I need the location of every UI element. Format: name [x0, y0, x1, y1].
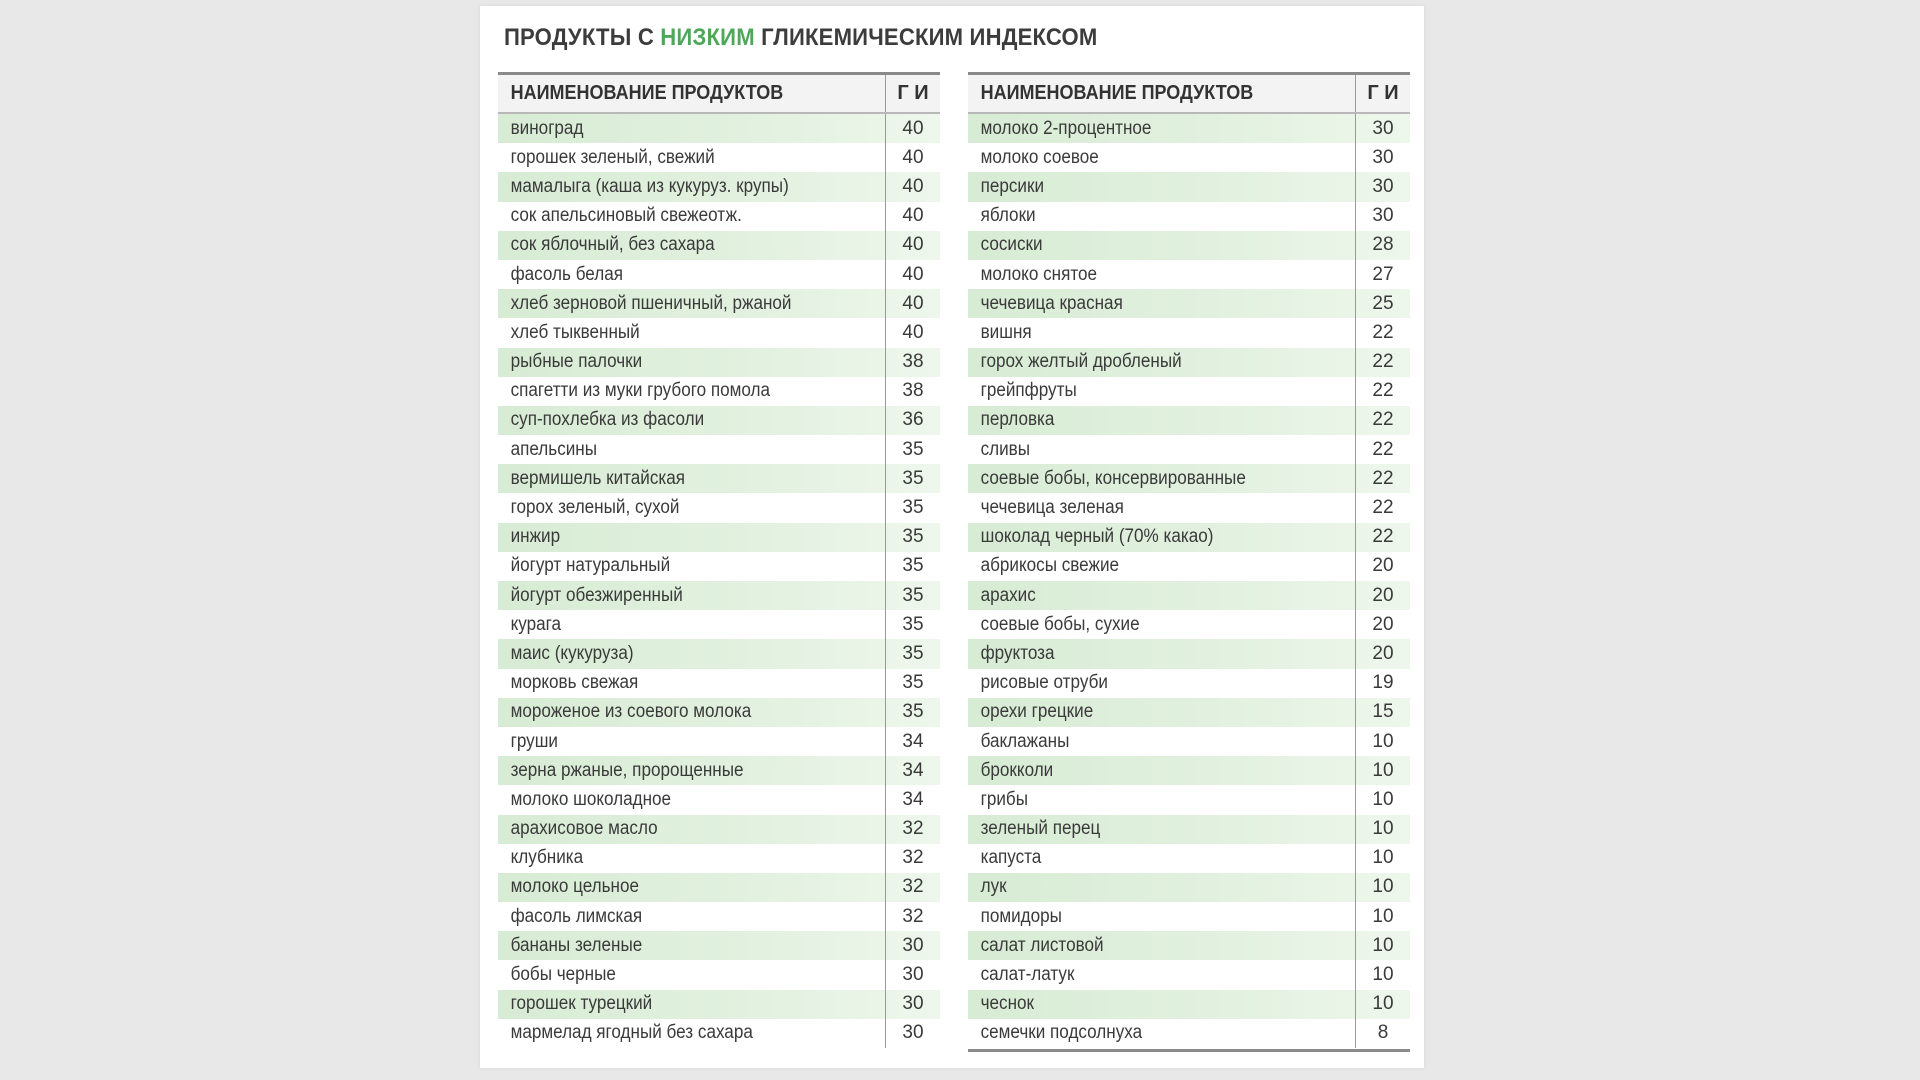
table-row — [968, 172, 1410, 201]
table-row — [498, 756, 940, 785]
gi-value: 10 — [1355, 815, 1410, 844]
table-row — [968, 669, 1410, 698]
table-row — [498, 931, 940, 960]
gi-value: 40 — [885, 202, 940, 231]
product-name: молоко цельное — [510, 876, 640, 898]
product-name: чечевица красная — [980, 292, 1123, 314]
product-name: бананы зеленые — [510, 934, 643, 956]
product-name: сосиски — [980, 234, 1043, 256]
table-row — [968, 873, 1410, 902]
table-row — [968, 493, 1410, 522]
product-name: арахис — [980, 584, 1036, 606]
gi-value: 20 — [1355, 639, 1410, 668]
table-row — [968, 610, 1410, 639]
gi-value: 22 — [1355, 493, 1410, 522]
gi-value: 28 — [1355, 231, 1410, 260]
table-row — [968, 377, 1410, 406]
table-row — [968, 289, 1410, 318]
table-row — [968, 231, 1410, 260]
gi-value: 22 — [1355, 318, 1410, 347]
gi-value: 10 — [1355, 756, 1410, 785]
gi-value: 35 — [885, 552, 940, 581]
table-row — [498, 377, 940, 406]
table-row — [498, 1019, 940, 1048]
gi-value: 27 — [1355, 260, 1410, 289]
gi-value: 35 — [885, 523, 940, 552]
title-prefix: ПРОДУКТЫ С — [504, 24, 661, 51]
product-name: чечевица зеленая — [980, 497, 1124, 519]
product-name: молоко шоколадное — [510, 788, 672, 810]
table-row — [968, 931, 1410, 960]
product-name: мармелад ягодный без сахара — [510, 1022, 753, 1044]
gi-value: 38 — [885, 348, 940, 377]
gi-value: 40 — [885, 260, 940, 289]
table-row — [498, 639, 940, 668]
table-row — [968, 756, 1410, 785]
table-row — [498, 231, 940, 260]
gi-value: 30 — [885, 931, 940, 960]
gi-value: 40 — [885, 289, 940, 318]
gi-value: 19 — [1355, 669, 1410, 698]
table-row — [498, 873, 940, 902]
table-row — [968, 698, 1410, 727]
product-name: йогурт обезжиренный — [510, 584, 683, 606]
table-row — [968, 990, 1410, 1019]
table-row — [498, 260, 940, 289]
product-name: груши — [510, 730, 558, 752]
table-row — [968, 318, 1410, 347]
gi-value: 10 — [1355, 844, 1410, 873]
table-row — [968, 523, 1410, 552]
table-row — [498, 610, 940, 639]
product-name: лук — [980, 876, 1007, 898]
table-row — [498, 318, 940, 347]
product-name: спагетти из муки грубого помола — [510, 380, 770, 402]
product-name: капуста — [980, 847, 1042, 869]
gi-value: 22 — [1355, 406, 1410, 435]
gi-value: 38 — [885, 377, 940, 406]
table-row — [968, 639, 1410, 668]
product-name: горошек зеленый, свежий — [510, 146, 715, 168]
product-name: горох зеленый, сухой — [510, 497, 680, 519]
gi-value: 30 — [1355, 202, 1410, 231]
table-row — [498, 902, 940, 931]
gi-value: 30 — [885, 990, 940, 1019]
title-accent: НИЗКИМ — [660, 24, 755, 51]
gi-value: 35 — [885, 464, 940, 493]
table-row — [498, 435, 940, 464]
product-name: грейпфруты — [980, 380, 1077, 402]
table-row — [498, 669, 940, 698]
gi-value: 35 — [885, 669, 940, 698]
product-name: горошек турецкий — [510, 993, 653, 1015]
gi-value: 34 — [885, 785, 940, 814]
product-name: морковь свежая — [510, 672, 639, 694]
product-name: фасоль лимская — [510, 905, 643, 927]
gi-value: 40 — [885, 318, 940, 347]
table-body — [968, 114, 1410, 1052]
product-name: орехи грецкие — [980, 701, 1094, 723]
gi-value: 36 — [885, 406, 940, 435]
product-name: баклажаны — [980, 730, 1070, 752]
table-row — [498, 493, 940, 522]
table-row — [968, 844, 1410, 873]
gi-value: 40 — [885, 143, 940, 172]
table-row — [968, 202, 1410, 231]
gi-value: 30 — [1355, 143, 1410, 172]
product-name: салат-латук — [980, 964, 1075, 986]
gi-value: 34 — [885, 727, 940, 756]
product-name: сок яблочный, без сахара — [510, 234, 715, 256]
table-row — [968, 260, 1410, 289]
gi-value: 35 — [885, 435, 940, 464]
gi-value: 10 — [1355, 902, 1410, 931]
product-name: зеленый перец — [980, 818, 1101, 840]
product-name: молоко снятое — [980, 263, 1098, 285]
table-row — [968, 727, 1410, 756]
gi-value: 32 — [885, 873, 940, 902]
product-name: грибы — [980, 788, 1028, 810]
table-row — [968, 902, 1410, 931]
product-name: молоко 2-процентное — [980, 117, 1152, 139]
gi-value: 35 — [885, 581, 940, 610]
product-name: вермишель китайская — [510, 467, 686, 489]
product-name: салат листовой — [980, 934, 1104, 956]
table-row — [498, 406, 940, 435]
product-name: молоко соевое — [980, 146, 1099, 168]
table-row — [498, 289, 940, 318]
table-row — [498, 348, 940, 377]
table-row — [968, 581, 1410, 610]
title-suffix: ГЛИКЕМИЧЕСКИМ ИНДЕКСОМ — [754, 24, 1098, 51]
product-name: арахисовое масло — [510, 818, 658, 840]
product-name: соевые бобы, сухие — [980, 613, 1140, 635]
table-row — [968, 815, 1410, 844]
product-name: апельсины — [510, 438, 598, 460]
table-row — [968, 1019, 1410, 1048]
product-name: персики — [980, 175, 1045, 197]
gi-value: 35 — [885, 493, 940, 522]
gi-value: 22 — [1355, 464, 1410, 493]
product-name: фасоль белая — [510, 263, 623, 285]
product-name: семечки подсолнуха — [980, 1022, 1143, 1044]
table-row — [498, 581, 940, 610]
product-name: мороженое из соевого молока — [510, 701, 752, 723]
gi-value: 8 — [1355, 1019, 1410, 1048]
gi-value: 10 — [1355, 873, 1410, 902]
gi-value: 40 — [885, 114, 940, 143]
gi-value: 30 — [885, 960, 940, 989]
product-name: шоколад черный (70% какао) — [980, 526, 1214, 548]
product-name: виноград — [510, 117, 584, 139]
page-title — [504, 24, 1097, 52]
table-row — [968, 348, 1410, 377]
gi-value: 20 — [1355, 610, 1410, 639]
table-row — [498, 990, 940, 1019]
gi-value: 20 — [1355, 552, 1410, 581]
header-product-name: НАИМЕНОВАНИЕ ПРОДУКТОВ — [980, 82, 1254, 104]
gi-value: 30 — [1355, 114, 1410, 143]
table-row — [968, 960, 1410, 989]
gi-value: 32 — [885, 844, 940, 873]
product-name: яблоки — [980, 205, 1036, 227]
gi-value: 25 — [1355, 289, 1410, 318]
gi-value: 22 — [1355, 348, 1410, 377]
product-name: горох желтый дробленый — [980, 351, 1182, 373]
gi-value: 10 — [1355, 960, 1410, 989]
product-name: мамалыга (каша из кукуруз. крупы) — [510, 175, 789, 197]
product-name: перловка — [980, 409, 1055, 431]
table-row — [968, 464, 1410, 493]
header-gi: Г И — [885, 75, 940, 112]
gi-value: 10 — [1355, 990, 1410, 1019]
product-name: рыбные палочки — [510, 351, 643, 373]
table-row — [498, 844, 940, 873]
product-name: брокколи — [980, 759, 1054, 781]
product-name: сливы — [980, 438, 1031, 460]
gi-value: 22 — [1355, 435, 1410, 464]
table-row — [498, 815, 940, 844]
document-page — [480, 6, 1424, 1068]
product-name: зерна ржаные, пророщенные — [510, 759, 744, 781]
table-row — [968, 406, 1410, 435]
table-row — [498, 727, 940, 756]
product-name: рисовые отруби — [980, 672, 1108, 694]
product-name: инжир — [510, 526, 561, 548]
table-row — [498, 552, 940, 581]
table-row — [968, 435, 1410, 464]
gi-value: 15 — [1355, 698, 1410, 727]
table-row — [498, 172, 940, 201]
table-row — [968, 552, 1410, 581]
table-row — [968, 114, 1410, 143]
table-row — [498, 114, 940, 143]
gi-value: 22 — [1355, 523, 1410, 552]
table-header — [498, 72, 940, 114]
gi-value: 35 — [885, 698, 940, 727]
product-name: маис (кукуруза) — [510, 642, 634, 664]
gi-value: 30 — [885, 1019, 940, 1048]
gi-value: 10 — [1355, 785, 1410, 814]
product-name: фруктоза — [980, 642, 1055, 664]
gi-value: 40 — [885, 231, 940, 260]
product-name: клубника — [510, 847, 584, 869]
gi-value: 22 — [1355, 377, 1410, 406]
gi-value: 35 — [885, 639, 940, 668]
right-table — [968, 72, 1410, 1052]
gi-value: 32 — [885, 815, 940, 844]
table-row — [498, 464, 940, 493]
product-name: соевые бобы, консервированные — [980, 467, 1246, 489]
product-name: бобы черные — [510, 964, 616, 986]
header-product-name: НАИМЕНОВАНИЕ ПРОДУКТОВ — [510, 82, 784, 104]
table-row — [498, 960, 940, 989]
product-name: курага — [510, 613, 562, 635]
table-body — [498, 114, 940, 1052]
table-row — [968, 785, 1410, 814]
product-name: сок апельсиновый свежеотж. — [510, 205, 742, 227]
gi-value: 32 — [885, 902, 940, 931]
product-name: абрикосы свежие — [980, 555, 1120, 577]
gi-value: 20 — [1355, 581, 1410, 610]
table-row — [498, 785, 940, 814]
table-row — [498, 143, 940, 172]
table-row — [498, 202, 940, 231]
product-name: чеснок — [980, 993, 1035, 1015]
product-name: йогурт натуральный — [510, 555, 671, 577]
product-name: хлеб тыквенный — [510, 321, 640, 343]
product-name: хлеб зерновой пшеничный, ржаной — [510, 292, 792, 314]
product-name: помидоры — [980, 905, 1062, 927]
left-table — [498, 72, 940, 1052]
gi-value: 34 — [885, 756, 940, 785]
header-gi: Г И — [1355, 75, 1410, 112]
product-name: вишня — [980, 321, 1032, 343]
table-header — [968, 72, 1410, 114]
table-row — [498, 698, 940, 727]
gi-value: 40 — [885, 172, 940, 201]
product-name: суп-похлебка из фасоли — [510, 409, 705, 431]
gi-value: 35 — [885, 610, 940, 639]
gi-value: 10 — [1355, 931, 1410, 960]
table-row — [968, 143, 1410, 172]
table-row — [498, 523, 940, 552]
gi-value: 30 — [1355, 172, 1410, 201]
gi-value: 10 — [1355, 727, 1410, 756]
